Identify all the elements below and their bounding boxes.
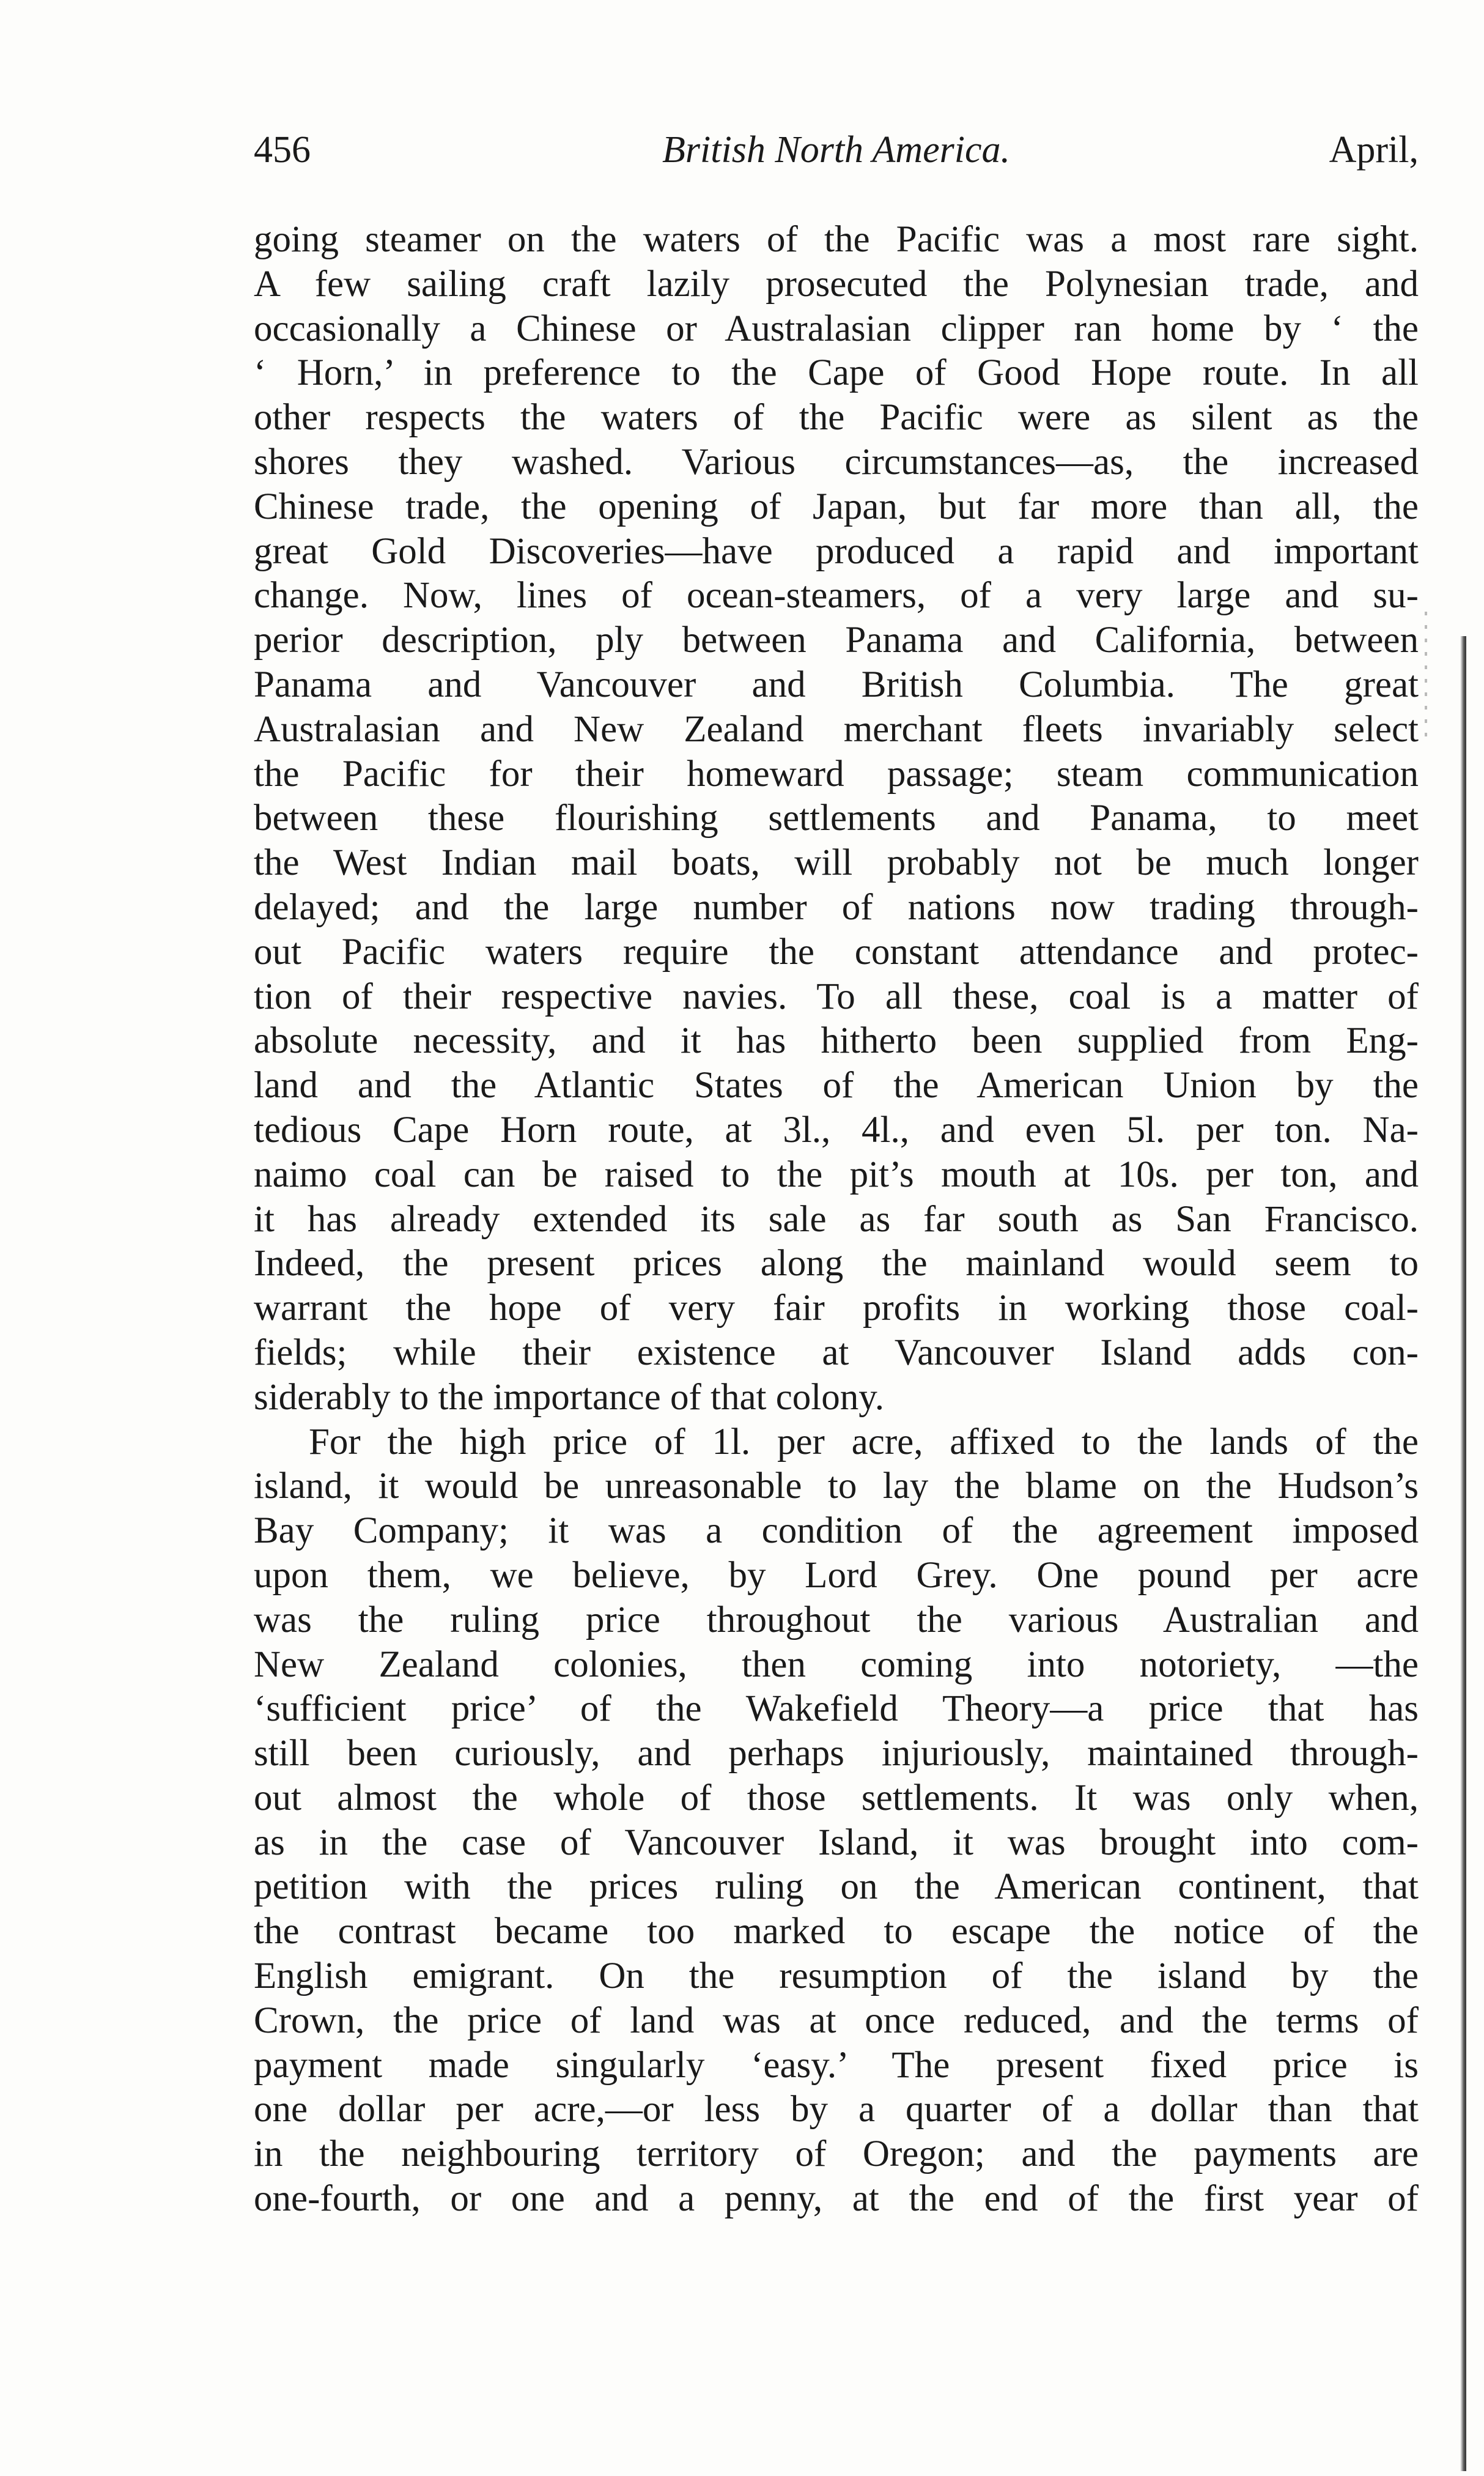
text-line: one-fourth, or one and a penny, at the end of the first year of [254,2178,1419,2220]
text-line: A few sailing craft lazily prosecuted the Polynesian trade, and [254,263,1419,305]
text-line: fields; while their existence at Vancouver Island adds con- [254,1332,1419,1373]
text-line: other respects the waters of the Pacific were as silent as the [254,397,1419,439]
text-line: between these flourishing settlements and Panama, to meet [254,798,1419,839]
text-line: it has already extended its sale as far south as San Francisco. [254,1198,1419,1240]
text-line: Panama and Vancouver and British Columbia. The great [254,664,1419,705]
text-line: tedious Cape Horn route, at 3l., 4l., and even 5l. per ton. Na- [254,1109,1419,1151]
page-number: 456 [254,129,311,171]
text-line: still been curiously, and perhaps injuriously, maintained through- [254,1733,1419,1774]
text-line: New Zealand colonies, then coming into notoriety, —the [254,1644,1419,1685]
text-line: going steamer on the waters of the Pacific was a most rare sight. [254,219,1419,260]
text-line: petition with the prices ruling on the American continent, that [254,1866,1419,1908]
text-line: Chinese trade, the opening of Japan, but far more than all, the [254,486,1419,527]
text-line: Bay Company; it was a condition of the agreement imposed [254,1510,1419,1552]
text-line: perior description, ply between Panama and California, between [254,620,1419,661]
text-line: Crown, the price of land was at once reduced, and the terms of [254,2000,1419,2041]
page-edge-speckle [1425,612,1427,746]
text-line: as in the case of Vancouver Island, it was brought into com- [254,1822,1419,1863]
running-head [254,125,1419,174]
text-line: land and the Atlantic States of the American Union by the [254,1065,1419,1106]
text-line: change. Now, lines of ocean-steamers, of a very large and su- [254,575,1419,617]
text-line: occasionally a Chinese or Australasian clipper ran home by ‘ the [254,308,1419,349]
text-line: the West Indian mail boats, will probably not be much longer [254,842,1419,884]
text-line: in the neighbouring territory of Oregon; and the payments are [254,2133,1419,2175]
text-line: upon them, we believe, by Lord Grey. One pound per acre [254,1554,1419,1596]
text-line: Australasian and New Zealand merchant fleets invariably select [254,708,1419,750]
text-line: ‘ Horn,’ in preference to the Cape of Good Hope route. In all [254,352,1419,394]
text-line: out almost the whole of those settlements. It was only when, [254,1777,1419,1818]
text-line: delayed; and the large number of nations now trading through- [254,886,1419,928]
text-line: Indeed, the present prices along the mainland would seem to [254,1243,1419,1284]
text-line: ‘sufficient price’ of the Wakefield Theory—a price that has [254,1688,1419,1730]
text-line: the Pacific for their homeward passage; steam communication [254,753,1419,795]
running-title: British North America. [662,129,1010,171]
text-line: absolute necessity, and it has hitherto been supplied from Eng- [254,1020,1419,1062]
text-line: naimo coal can be raised to the pit’s mouth at 10s. per ton, and [254,1154,1419,1195]
text-line: tion of their respective navies. To all these, coal is a matter of [254,976,1419,1017]
text-line: shores they washed. Various circumstances—as, the increased [254,441,1419,483]
text-line: English emigrant. On the resumption of the island by the [254,1955,1419,1997]
body-text [254,218,1419,2222]
text-line: one dollar per acre,—or less by a quarter of a dollar than that [254,2089,1419,2130]
text-line: payment made singularly ‘easy.’ The present fixed price is [254,2044,1419,2086]
page-gutter-shadow [1460,636,1466,2471]
running-month: April, [1329,129,1419,171]
text-line: warrant the hope of very fair profits in working those coal- [254,1288,1419,1329]
text-line: out Pacific waters require the constant attendance and protec- [254,931,1419,973]
text-line: siderably to the importance of that colony. [254,1376,885,1418]
text-line: For the high price of 1l. per acre, affixed to the lands of the [309,1421,1419,1462]
text-line: island, it would be unreasonable to lay the blame on the Hudson’s [254,1466,1419,1507]
text-line: the contrast became too marked to escape the notice of the [254,1911,1419,1952]
text-line: was the ruling price throughout the various Australian and [254,1599,1419,1640]
text-line: great Gold Discoveries—have produced a rapid and important [254,530,1419,572]
